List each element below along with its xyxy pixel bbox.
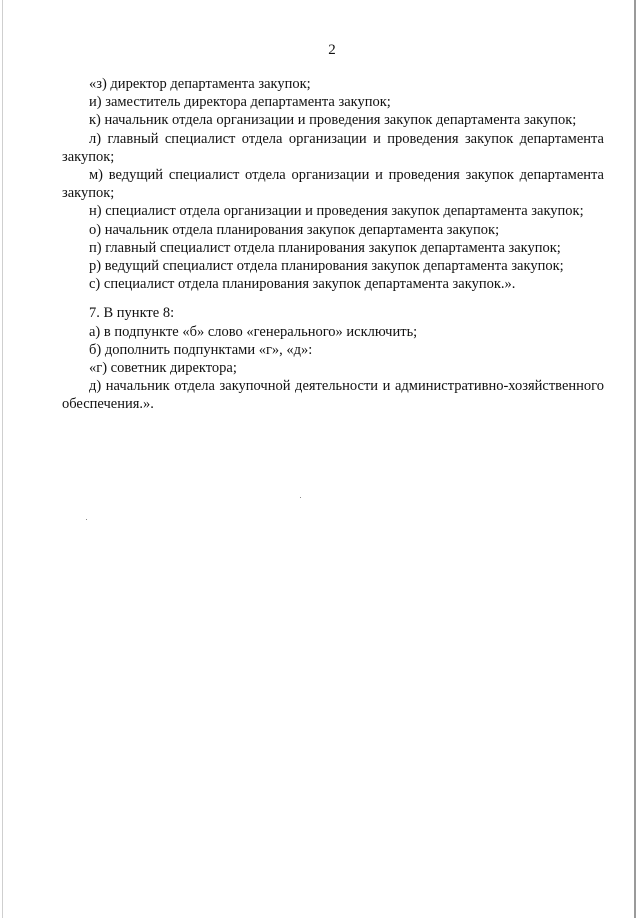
subitem-b: б) дополнить подпунктами «г», «д»:	[89, 341, 313, 358]
list-item: «з) директор департамента закупок;	[89, 76, 311, 92]
list-item: р) ведущий специалист отдела планирования закупок департамента закупок;	[89, 258, 564, 275]
page-number: 2	[328, 42, 336, 58]
list-item: м) ведущий специалист отдела организации и проведения закупок департамента закупок;	[62, 167, 604, 202]
document-body	[62, 75, 604, 414]
section-heading: 7. В пункте 8:	[89, 305, 175, 322]
list-item: с) специалист отдела планирования закупок департамента закупок.».	[89, 276, 516, 293]
list-item: к) начальник отдела организации и проведения закупок департамента закупок;	[89, 112, 577, 129]
scan-edge-right	[634, 0, 636, 918]
list-item: и) заместитель директора департамента закупок;	[89, 94, 391, 111]
subitem-d: д) начальник отдела закупочной деятельности и административно-хозяйственного обеспечения.».	[62, 378, 604, 413]
subitem-g: «г) советник директора;	[89, 360, 237, 377]
list-item: п) главный специалист отдела планирования закупок департамента закупок;	[89, 239, 561, 256]
subitem-a: а) в подпункте «б» слово «генерального» исключить;	[89, 323, 418, 340]
scan-speck	[86, 519, 87, 520]
list-item: л) главный специалист отдела организации и проведения закупок департамента закупок;	[62, 130, 604, 165]
scan-speck	[300, 497, 301, 498]
scan-edge-left	[2, 0, 3, 918]
list-item: о) начальник отдела планирования закупок департамента закупок;	[89, 221, 500, 238]
list-item: н) специалист отдела организации и проведения закупок департамента закупок;	[89, 203, 584, 220]
paragraph-gap	[62, 293, 604, 304]
